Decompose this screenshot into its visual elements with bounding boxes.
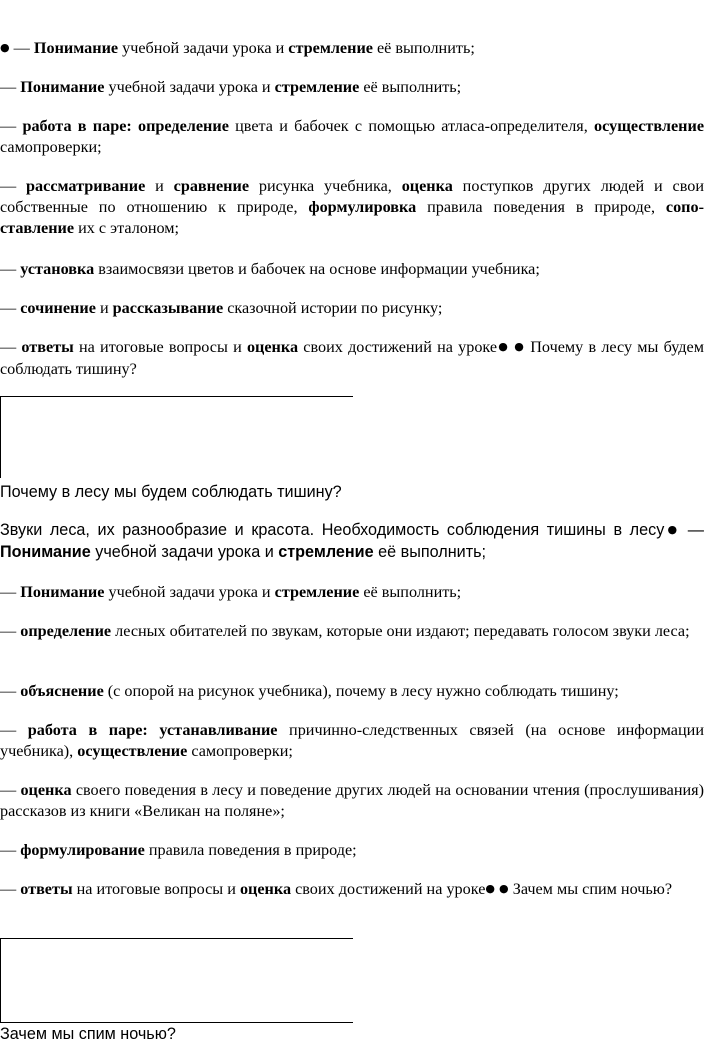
bullet-icon: ● (514, 340, 526, 353)
paragraph: — установка взаимосвязи цветов и бабочек на основе информации учебника; (0, 260, 540, 278)
image-frame-top (0, 396, 353, 397)
paragraph: — определение лесных обитателей по звукам, которые они издают; передавать голосом звуки леса; (0, 622, 690, 640)
image-frame-left (0, 396, 1, 478)
paragraph: — работа в паре: определение цвета и бабочек с помощью атласа-определителя, осуществление самопроверки; (0, 117, 704, 156)
paragraph: — работа в паре: устанавливание причинно-следственных связей (на основе информации учебника), осуществление самопроверки; (0, 721, 704, 760)
image-caption: Почему в лесу мы будем соблюдать тишину? (0, 483, 342, 501)
image-caption: Зачем мы спим ночью? (0, 1025, 176, 1043)
paragraph: — сочинение и рассказывание сказочной истории по рисунку; (0, 299, 443, 317)
bullet-icon: ● (485, 882, 495, 895)
paragraph: — ответы на итоговые вопросы и оценка своих достижений на уроке● ● Зачем мы спим ночью? (0, 880, 673, 898)
paragraph: ● — Понимание учебной задачи урока и стремление её выполнить; (0, 39, 475, 57)
bullet-icon: ● (664, 523, 681, 536)
paragraph: — рассматривание и сравнение рисунка учебника, оценка поступков других людей и свои собственные по отношению к природе, формулировка правила поведения в природе, сопоставление их с эталоном; (0, 177, 704, 237)
bullet-icon: ● (497, 340, 510, 353)
paragraph: Звуки леса, их разнообразие и красота. Необходимость соблюдения тишины в лесу● — Понимание учебной задачи урока и стремление её выполнить; (0, 521, 704, 561)
paragraph: — ответы на итоговые вопросы и оценка своих достижений на уроке● ● Почему в лесу мы будем соблюдать тишину? (0, 338, 704, 378)
paragraph: — формулирование правила поведения в природе; (0, 841, 357, 859)
image-frame-bottom (0, 1022, 353, 1023)
paragraph: — Понимание учебной задачи урока и стремление её выполнить; (0, 78, 462, 96)
paragraph: — объяснение (с опорой на рисунок учебника), почему в лесу нужно соблюдать тишину; (0, 682, 619, 700)
paragraph: — Понимание учебной задачи урока и стремление её выполнить; (0, 583, 462, 601)
bullet-icon: ● (499, 882, 509, 895)
bullet-icon: ● (0, 41, 10, 54)
paragraph: — оценка своего поведения в лесу и поведение других людей на основании чтения (прослушивания) рассказов из книги «Великан на поляне»; (0, 781, 704, 820)
image-frame-left (0, 938, 1, 1022)
image-frame-top (0, 938, 353, 939)
